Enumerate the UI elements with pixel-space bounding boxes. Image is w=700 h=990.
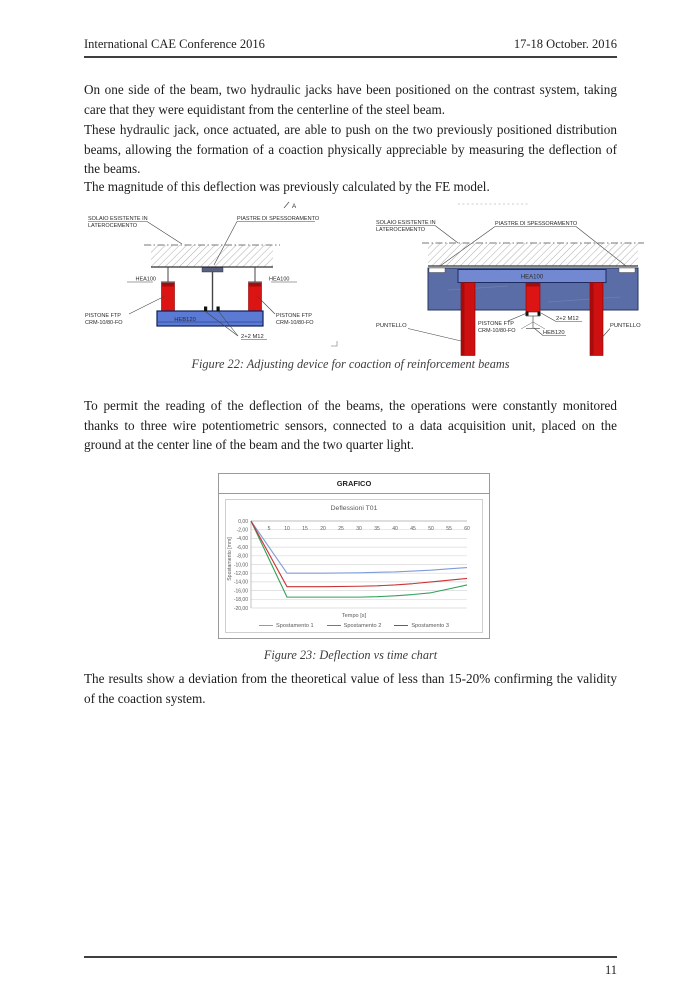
legend-item [259,623,314,629]
y-tick-label: -16,00 [233,588,248,595]
pistone-right-label-line2: CRM-10/80-FO [276,320,314,326]
hea100-label: HEA100 [520,274,544,281]
header-conference-title: International CAE Conference 2016 [84,37,265,51]
solaio-label-line2: LATEROCEMENTO [376,227,425,233]
page-number: 11 [604,963,617,977]
y-tick-label: -2,00 [236,527,248,534]
heb120-label: HEB120 [174,317,196,323]
concrete-slab [151,245,273,267]
chart-area [225,499,483,633]
pistone-label-line2: CRM-10/80-FO [478,328,516,334]
pistone-label-line1: PISTONE FTP [478,321,514,327]
y-tick-label: -12,00 [233,571,248,577]
concrete-slab [428,243,638,266]
paragraph-2: These hydraulic jack, once actuated, are able to push on the two previously positioned distribution beams, allowing the formation of a coaction physically appreciable by measuring the deflection of the beams. [84,122,617,177]
bolts-label: 2+2 M12 [241,334,264,340]
legend-item [327,623,382,629]
paragraph-4: To permit the reading of the deflection of the beams, the operations were constantly monitored thanks to three wire potentiometric sensors, connected to a data acquisition unit, placed on the ground at the center line of the beam and the two quarter light. [84,398,617,453]
y-tick-label: -18,00 [233,597,248,604]
figure22-left-diagram [85,198,347,355]
y-tick-label: 0,00 [238,518,248,525]
hea100-right-label: HEA100 [269,276,290,283]
x-tick-label: 5 [267,526,271,532]
chart-title: Deflessioni T01 [330,505,378,512]
corner-mark [331,341,337,346]
bolt [204,307,207,312]
solaio-leader [147,222,182,245]
piastre-label: PIASTRE DI SPESSORAMENTO [237,216,320,222]
chart-xlabel: Tempo [s] [341,613,367,619]
y-tick-label: -4,00 [236,536,248,543]
x-tick-label: 30 [356,526,362,532]
hydraulic-piston [526,283,540,312]
bolts-label: 2+2 M12 [556,316,579,322]
x-tick-label: 45 [410,526,416,532]
figure22-right-diagram [358,198,650,358]
figure23-chart-panel [218,473,490,639]
y-tick-label: -10,00 [233,562,248,569]
section-marker-label: A [292,203,297,210]
pistone-right-label-line1: PISTONE FTP [276,313,312,319]
footer-rule [84,956,617,958]
x-tick-label: 40 [392,526,398,532]
y-tick-label: -8,00 [236,553,248,560]
shim-plate-right [619,268,635,273]
y-tick-label: -20,00 [233,605,248,612]
legend-label: Spostamento 2 [343,623,382,629]
solaio-label-line2: LATEROCEMENTO [88,223,137,229]
piastre-label: PIASTRE DI SPESSORAMENTO [495,221,578,227]
pistone-left-label-line1: PISTONE FTP [85,313,121,319]
legend-label: Spostamento 1 [276,623,314,629]
heb120-label: HEB120 [543,330,565,336]
x-tick-label: 50 [428,526,434,532]
hea100-left-label: HEA100 [135,276,156,283]
x-tick-label: 60 [464,526,470,532]
hydraulic-piston-right [249,283,262,311]
x-tick-label: 35 [374,526,380,532]
solaio-leader [435,226,458,244]
header-date: 17-18 October. 2016 [513,37,617,51]
paragraph-5: The results show a deviation from the theoretical value of less than 15-20% confirming the validity of the coaction system. [84,671,617,706]
legend-swatch [394,625,408,627]
shim-plate [202,268,223,273]
legend-label: Spostamento 3 [411,623,449,629]
bolt [217,307,220,312]
paragraph-1: On one side of the beam, two hydraulic jacks have been positioned on the contrast system, taking care that they were equidistant from the centerline of the steel beam. [84,82,617,117]
solaio-label-line1: SOLAIO ESISTENTE IN [88,216,148,222]
y-tick-label: -14,00 [233,579,248,586]
chart-panel-title: GRAFICO [219,474,489,494]
legend-swatch [259,625,273,627]
chart-legend [226,623,482,629]
figure23-caption: Figure 23: Deflection vs time chart [263,648,438,662]
solaio-label-line1: SOLAIO ESISTENTE IN [376,220,436,226]
paragraph-3: The magnitude of this deflection was previously calculated by the FE model. [84,179,490,194]
puntello-left-label: PUNTELLO [376,323,407,329]
chart-plot [227,516,477,616]
section-mark-line [284,202,289,208]
bolt [538,312,541,317]
x-tick-label: 55 [446,526,452,532]
x-tick-label: 15 [302,526,308,532]
page-header [84,37,617,58]
legend-item [394,623,449,629]
legend-swatch [327,625,341,627]
x-tick-label: 25 [338,526,344,532]
chart-ylabel: Spostamento [mm] [227,537,233,581]
x-tick-label: 20 [320,526,326,532]
heb120-beam [157,311,263,326]
puntello-right-label: PUNTELLO [610,323,641,329]
pistone-left-label-line2: CRM-10/80-FO [85,320,123,326]
x-tick-label: 10 [284,526,290,532]
figure22-caption: Figure 22: Adjusting device for coaction of reinforcement beams [191,357,510,371]
shim-plate-left [429,268,445,273]
y-tick-label: -6,00 [236,544,248,551]
